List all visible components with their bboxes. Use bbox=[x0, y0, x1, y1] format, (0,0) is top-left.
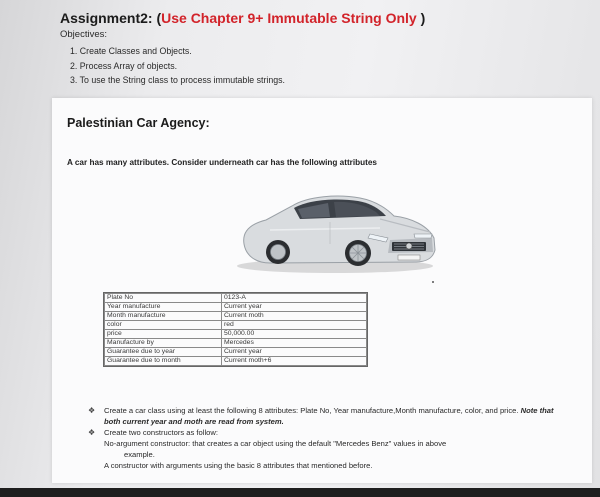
attribute-name: Year manufacture bbox=[105, 303, 222, 312]
objectives-list bbox=[70, 44, 285, 88]
table-row bbox=[105, 357, 367, 366]
stray-dot bbox=[432, 281, 434, 283]
objective-item: 2. Process Array of objects. bbox=[70, 60, 178, 71]
attribute-name: color bbox=[105, 321, 222, 330]
attribute-name: price bbox=[105, 330, 222, 339]
table-row bbox=[105, 303, 367, 312]
task-text: Create a car class using at least the following 8 attributes: Plate No, Year manufacture,Month manufacture, color, and price. bbox=[104, 406, 519, 415]
task-text: Create two constructors as follow: bbox=[104, 428, 218, 437]
attribute-value: Mercedes bbox=[222, 339, 367, 348]
table-row bbox=[105, 348, 367, 357]
attribute-name: Month manufacture bbox=[105, 312, 222, 321]
objective-item: 1. Create Classes and Objects. bbox=[70, 46, 192, 56]
attribute-value: red bbox=[222, 321, 367, 330]
task-list bbox=[88, 405, 558, 471]
mercedes-sedan-image bbox=[230, 186, 440, 276]
attribute-value: 50,000.00 bbox=[222, 330, 367, 339]
section-heading: Palestinian Car Agency: bbox=[67, 116, 210, 130]
assignment-title bbox=[60, 10, 425, 26]
diamond-star-bullet-icon: ❖ bbox=[88, 406, 96, 415]
attribute-name: Guarantee due to year bbox=[105, 348, 222, 357]
constructor-noarg: No-argument constructor: that creates a car object using the default "Mercedes Benz" values in above bbox=[104, 439, 447, 448]
constructor-noarg-cont: example. bbox=[124, 450, 155, 459]
task-item bbox=[88, 405, 558, 427]
table-row bbox=[105, 339, 367, 348]
task-note: Note that both current year and moth are read from system. bbox=[104, 406, 554, 426]
title-prefix: Assignment2: ( bbox=[60, 10, 162, 26]
attribute-name: Manufacture by bbox=[105, 339, 222, 348]
table-row bbox=[105, 321, 367, 330]
attribute-value: 0123-A bbox=[222, 294, 367, 303]
objectives-label: Objectives: bbox=[60, 29, 107, 40]
diamond-star-bullet-icon: ❖ bbox=[88, 428, 96, 437]
attribute-value: Current moth bbox=[222, 312, 367, 321]
bottom-edge bbox=[0, 488, 600, 497]
table-row bbox=[105, 312, 367, 321]
title-suffix: ) bbox=[420, 10, 426, 26]
constructor-args: A constructor with arguments using the basic 8 attributes that mentioned before. bbox=[104, 461, 373, 470]
objective-item: 3. To use the String class to process immutable strings. bbox=[70, 75, 285, 85]
attribute-value: Current year bbox=[222, 303, 367, 312]
attribute-value: Current year bbox=[222, 348, 367, 357]
table-row bbox=[105, 330, 367, 339]
section-intro: A car has many attributes. Consider underneath car has the following attributes bbox=[67, 158, 377, 167]
title-accent: Use Chapter 9+ Immutable String Only bbox=[161, 10, 417, 26]
attributes-table bbox=[104, 293, 367, 366]
table-row bbox=[105, 294, 367, 303]
attribute-value: Current moth+6 bbox=[222, 357, 367, 366]
task-item bbox=[88, 427, 558, 438]
attribute-name: Guarantee due to month bbox=[105, 357, 222, 366]
attribute-name: Plate No bbox=[105, 294, 222, 303]
